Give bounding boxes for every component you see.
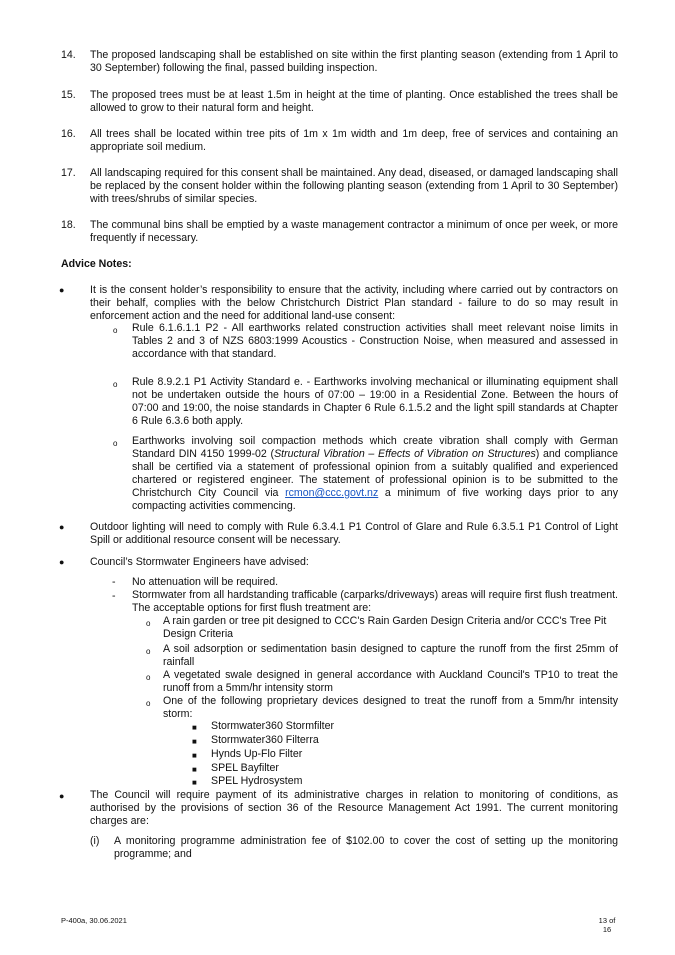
dash-bullet-icon: - xyxy=(112,576,116,588)
option-rain-garden: A rain garden or tree pit designed to CCC's Rain Garden Design Criteria and/or CCC's Tree Pit Design Criteria xyxy=(163,615,607,640)
circle-bullet-icon: o xyxy=(146,673,151,682)
stormwater-first-flush: Stormwater from all hardstanding trafficable (carparks/driveways) areas will require first flush treatment. The acceptable options for first flush treatment are: xyxy=(132,589,618,614)
option-proprietary-devices: One of the following proprietary devices designed to treat the runoff from a 5mm/hr intensity storm: xyxy=(163,695,618,720)
advice-notes-heading: Advice Notes: xyxy=(61,258,132,270)
circle-bullet-icon: o xyxy=(146,619,151,628)
device-item: SPEL Bayfilter xyxy=(211,762,279,774)
option-vegetated-swale: A vegetated swale designed in general accordance with Auckland Council's TP10 to treat the runoff from a 5mm/hr intensity storm xyxy=(163,669,618,694)
bullet-icon: ● xyxy=(59,557,65,567)
rcmon-email-link[interactable]: rcmon@ccc.govt.nz xyxy=(285,487,379,499)
condition-text: All landscaping required for this consent shall be maintained. Any dead, diseased, or damaged landscaping shall be replaced by the consent holder within the following planting season (extending from 1 April to 30 September) with trees/shrubs of similar species. xyxy=(90,167,618,205)
condition-text: The proposed trees must be at least 1.5m in height at the time of planting. Once established the trees shall be allowed to grow to their natural form and height. xyxy=(90,89,618,114)
condition-text: The proposed landscaping shall be established on site within the first planting season (extending from 1 April to 30 September) following the final, passed building inspection. xyxy=(90,49,618,74)
stormwater-attenuation: No attenuation will be required. xyxy=(132,576,279,588)
condition-number: 17. xyxy=(61,167,76,179)
square-bullet-icon: ■ xyxy=(192,737,197,746)
advice-note-1: It is the consent holder’s responsibility to ensure that the activity, including where carried out by contractors on their behalf, complies with the below Christchurch District Plan standard - failure to do so may result in enforcement action and the need for additional land-use consent: xyxy=(90,284,618,322)
advice-note-stormwater: Council’s Stormwater Engineers have advised: xyxy=(90,556,309,568)
circle-bullet-icon: o xyxy=(146,647,151,656)
device-item: SPEL Hydrosystem xyxy=(211,775,303,787)
advice-rule-vibration: Earthworks involving soil compaction methods which create vibration shall comply with German Standard DIN 4150 1999-02 (Structural Vibration – Effects of Vibration on Structures) and compliance shall be certified via a statement of professional opinion from a suitably qualified and experienced chartered or registered engineer. The statement of professional opinion is to be submitted to the Christchurch City Council via rcmon@ccc.govt.nz a minimum of five working days prior to any compacting activities commencing. xyxy=(132,435,618,512)
condition-number: 15. xyxy=(61,89,76,101)
square-bullet-icon: ■ xyxy=(192,778,197,787)
bullet-icon: ● xyxy=(59,791,65,801)
advice-note-lighting: Outdoor lighting will need to comply with Rule 6.3.4.1 P1 Control of Glare and Rule 6.3.5.1 P1 Control of Light Spill or additional resource consent will be necessary. xyxy=(90,521,618,546)
square-bullet-icon: ■ xyxy=(192,751,197,760)
condition-number: 14. xyxy=(61,49,76,61)
footer-doc-ref: P-400a, 30.06.2021 xyxy=(61,916,127,925)
circle-bullet-icon: o xyxy=(146,699,151,708)
condition-number: 16. xyxy=(61,128,76,140)
circle-bullet-icon: o xyxy=(113,439,118,448)
monitoring-item-number: (i) xyxy=(90,835,100,847)
square-bullet-icon: ■ xyxy=(192,723,197,732)
circle-bullet-icon: o xyxy=(113,380,118,389)
condition-text: All trees shall be located within tree pits of 1m x 1m width and 1m deep, free of services and containing an appropriate soil medium. xyxy=(90,128,618,153)
circle-bullet-icon: o xyxy=(113,326,118,335)
condition-text: The communal bins shall be emptied by a waste management contractor a minimum of once per week, or more frequently if necessary. xyxy=(90,219,618,244)
advice-rule-noise: Rule 6.1.6.1.1 P2 - All earthworks related construction activities shall meet relevant noise limits in Tables 2 and 3 of NZS 6803:1999 Acoustics - Construction Noise, when measured and assessed in accordance with that standard. xyxy=(132,322,618,360)
device-item: Hynds Up-Flo Filter xyxy=(211,748,303,760)
dash-bullet-icon: - xyxy=(112,590,116,602)
square-bullet-icon: ■ xyxy=(192,765,197,774)
advice-note-monitoring: The Council will require payment of its administrative charges in relation to monitoring of conditions, as authorised by the provisions of section 36 of the Resource Management Act 1991. The current monitoring charges are: xyxy=(90,789,618,827)
footer-page-number: 13 of 16 xyxy=(598,916,616,934)
bullet-icon: ● xyxy=(59,522,65,532)
option-soil-basin: A soil adsorption or sedimentation basin designed to capture the runoff from the first 25mm of rainfall xyxy=(163,643,618,668)
monitoring-item-text: A monitoring programme administration fee of $102.00 to cover the cost of setting up the monitoring programme; and xyxy=(114,835,618,860)
condition-number: 18. xyxy=(61,219,76,231)
device-item: Stormwater360 Stormfilter xyxy=(211,720,335,732)
bullet-icon: ● xyxy=(59,285,65,295)
device-item: Stormwater360 Filterra xyxy=(211,734,319,746)
advice-rule-earthworks-hours: Rule 8.9.2.1 P1 Activity Standard e. - Earthworks involving mechanical or illuminating equipment shall not be undertaken outside the hours of 07:00 – 19:00 in a Residential Zone. Between the hours of 07:00 and 19:00, the noise standards in Chapter 6 Rule 6.1.5.2 and the light spill standards at Chapter 6 Rule 6.3.6 both apply. xyxy=(132,376,618,427)
